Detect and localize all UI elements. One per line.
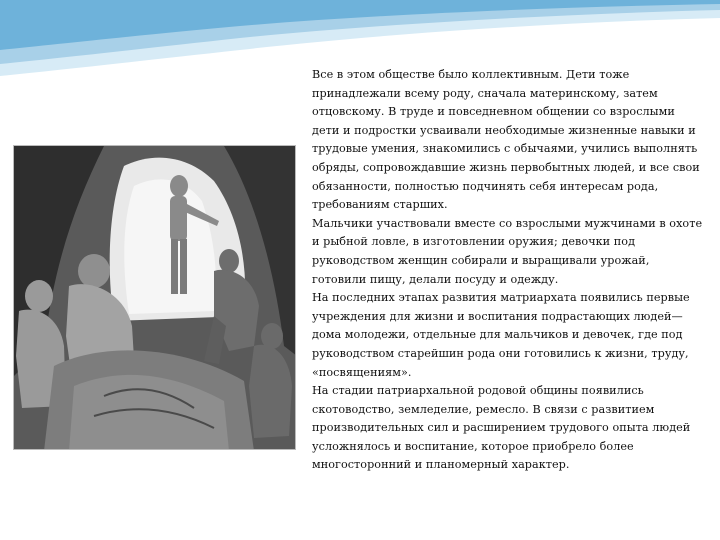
- paragraph-patriarchal-community: На стадии патриархальной родовой общины появились скотоводство, земледелие, ремесло. В связи с развитием производительных сил и расширением трудового опыта людей усложнялось и воспитание, которое приобрело более многосторонний и планомерный характер.: [312, 384, 691, 472]
- main-text-block: [312, 66, 704, 475]
- paragraph-boys-girls-roles: Мальчики участвовали вместе со взрослыми мужчинами в охоте и рыбной ловле, в изготовлении оружия; девочки под руководством женщин собирали и выращивали урожай, готовили пищу, делали посуду и одежду.: [312, 216, 703, 286]
- paragraph-collectivism: Все в этом обществе было коллективным. Дети тоже принадлежали всему роду, сначала материнскому, затем отцовскому. В труде и повседневном общении со взрослыми дети и подростки усваивали необходимые жизненные навыки и трудовые умения, знакомились с обычаями, учились выполнять обряды, сопровождавшие жизнь первобытных людей, и все свои обязанности, полностью подчинять себя интересам рода, требованиям старших.: [312, 68, 700, 212]
- paragraph-youth-houses: На последних этапах развития матриархата появились первые учреждения для жизни и воспитания подрастающих людей—дома молодежи, отдельные для мальчиков и девочек, где под руководством старейшин рода они готовились к жизни, труду, «посвящениям».: [312, 291, 690, 379]
- primitive-people-cave-illustration: [13, 145, 296, 450]
